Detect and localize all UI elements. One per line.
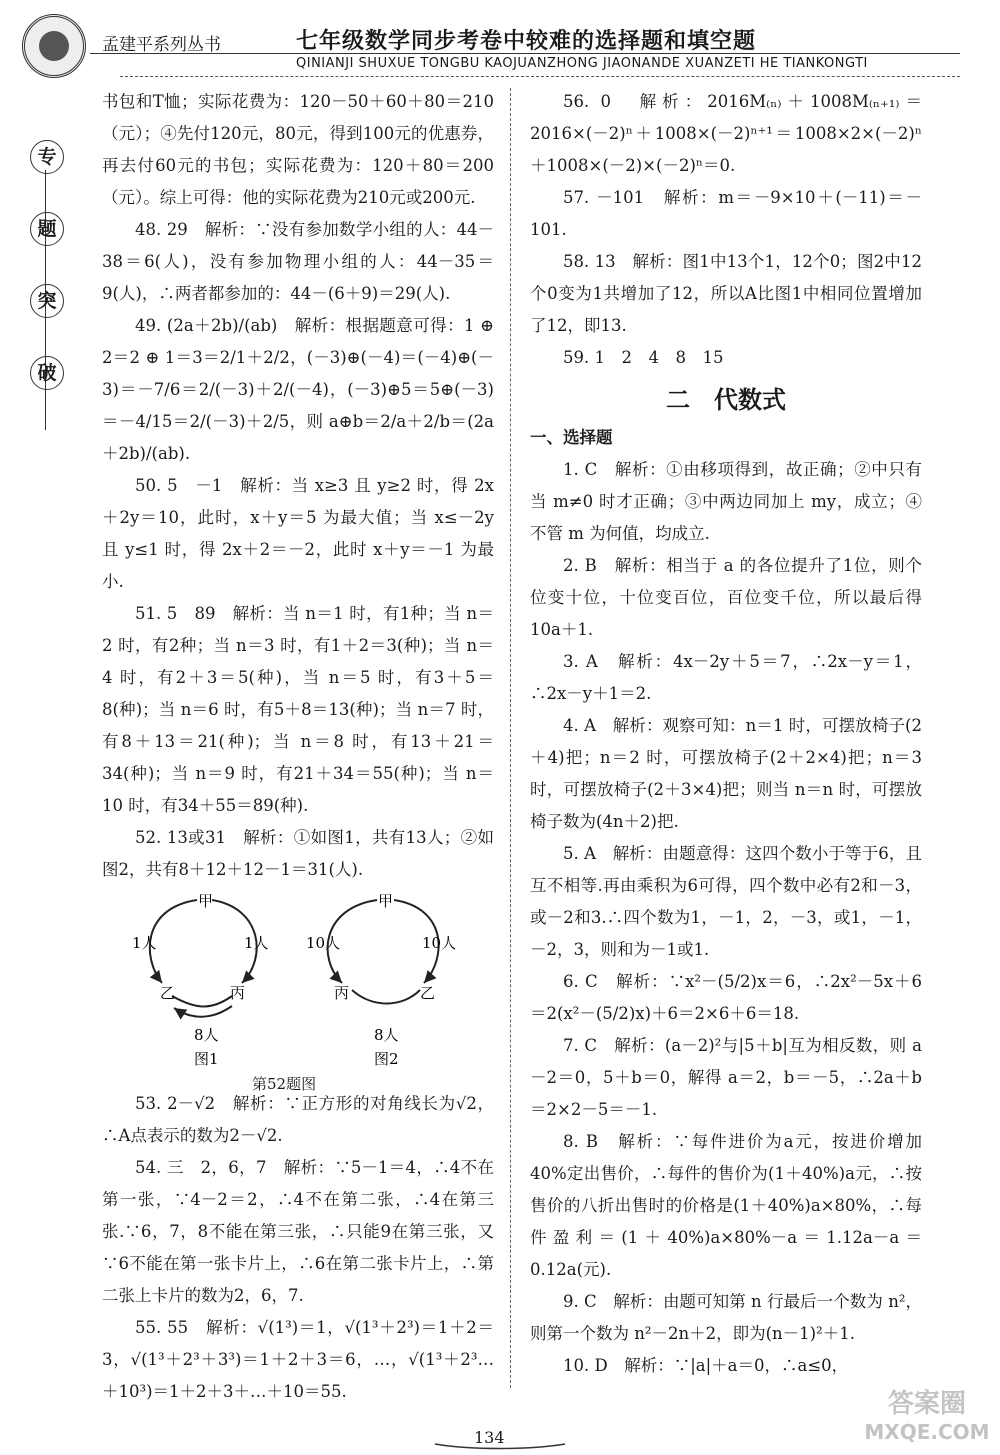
- answer-56: 56. 0 解析：2016M₍ₙ₎＋1008M₍ₙ₊₁₎＝2016×(－2)ⁿ＋1008×(－2)ⁿ⁺¹＝1008×2×(－2)ⁿ＋1008×(－2)×(－2)ⁿ＝0.: [530, 92, 922, 175]
- side-tag-4: 破: [30, 356, 64, 390]
- choice-answer-2: 2. B 解析：相当于 a 的各位提升了1位，则个位变十位，十位变百位，百位变千位，所以最后得 10a＋1.: [530, 556, 922, 639]
- book-title-pinyin: QINIANJI SHUXUE TONGBU KAOJUANZHONG JIAONANDE XUANZETI HE TIANKONGTI: [296, 56, 868, 71]
- subsection-title: 一、选择题: [530, 428, 613, 447]
- figure-52-diagram: [102, 888, 494, 1088]
- answer-49: 49. (2a＋2b)/(ab) 解析：根据题意可得：1 ⊕ 2＝2 ⊕ 1＝3＝2/1＋2/2，(－3)⊕(－4)＝(－4)⊕(－3)＝－7/6＝2/(－3)＋2/(－4)，(－3)⊕5＝5⊕(－3)＝－4/15＝2/(－3)＋2/5，则 a⊕b＝2/a＋2/b＝(2a＋2b)/(ab).: [102, 316, 494, 463]
- column-divider: [510, 88, 511, 1388]
- answer-47-cont: 书包和T恤；实际花费为：120－50＋60＋80＝210（元）；④先付120元，80元，得到100元的优惠券，再去付60元的书包；实际花费为：120＋80＝200（元）。综上可得：他的实际花费为210元或200元.: [102, 92, 494, 207]
- answer-59: 59. 1 2 4 8 15: [563, 348, 724, 367]
- side-tag-1: 专: [30, 140, 64, 174]
- right-column: [530, 86, 922, 1382]
- answer-54: 54. 三 2，6，7 解析：∵5－1＝4，∴4不在第一张，∵4－2＝2，∴4不在第二张，∴4在第三张.∵6，7，8不能在第三张，∴只能9在第三张，又∵6不能在第一张卡片上，∴6在第二张卡片上，∴第二张上卡片的数为2，6，7.: [102, 1158, 494, 1305]
- fig2-right-name: 乙: [420, 984, 436, 1002]
- fig2-left-name: 丙: [334, 984, 350, 1002]
- fig2-left-count: 10人: [306, 934, 341, 952]
- answer-51: 51. 5 89 解析：当 n＝1 时，有1种；当 n＝2 时，有2种；当 n＝3 时，有1＋2＝3(种)；当 n＝4 时，有2＋3＝5(种)，当 n＝5 时，有3＋5＝8(种)；当 n＝6 时，有5＋8＝13(种)；当 n＝7 时，有8＋13＝21(种)；当 n＝8 时，有13＋21＝34(种)；当 n＝9 时，有21＋34＝55(种)；当 n＝10 时，有34＋55＝89(种).: [102, 604, 494, 815]
- page-number: 134: [474, 1428, 505, 1447]
- fig2-bottom-count: 8人: [374, 1026, 399, 1044]
- choice-answer-7: 7. C 解析：(a－2)²与|5＋b|互为相反数，则 a－2＝0，5＋b＝0，解得 a＝2，b＝－5，∴2a＋b＝2×2－5＝－1.: [530, 1036, 922, 1119]
- fig2-label: 图2: [374, 1050, 399, 1068]
- watermark-line-2: MXQE.COM: [864, 1420, 990, 1444]
- answer-48: 48. 29 解析：∵没有参加数学小组的人：44－38＝6(人)，没有参加物理小组的人：44－35＝9(人)，∴两者都参加的：44－(6＋9)＝29(人).: [102, 220, 494, 303]
- choice-answer-4: 4. A 解析：观察可知：n＝1 时，可摆放椅子(2＋4)把；n＝2 时，可摆放椅子(2＋2×4)把；n＝3 时，可摆放椅子(2＋3×4)把；则当 n＝n 时，可摆放椅子数为(4n＋2)把.: [530, 716, 922, 831]
- side-tag-2: 题: [30, 212, 64, 246]
- choice-answer-3: 3. A 解析：4x－2y＋5＝7，∴2x－y＝1，∴2x－y＋1＝2.: [530, 652, 922, 703]
- fig1-bottom-count: 8人: [194, 1026, 219, 1044]
- choice-answer-9: 9. C 解析：由题可知第 n 行最后一个数为 n²，则第一个数为 n²－2n＋2，即为(n－1)²＋1.: [530, 1292, 922, 1343]
- answer-55: 55. 55 解析：√(1³)＝1，√(1³＋2³)＝1＋2＝3，√(1³＋2³＋3³)＝1＋2＋3＝6，…，√(1³＋2³…＋10³)＝1＋2＋3＋…＋10＝55.: [102, 1318, 494, 1401]
- book-title: 七年级数学同步考卷中较难的选择题和填空题: [296, 28, 757, 54]
- fig1-right-count: 1人: [244, 934, 269, 952]
- choice-answer-6: 6. C 解析：∵x²－(5/2)x＝6，∴2x²－5x＋6＝2(x²－(5/2)x)＋6＝2×6＋6＝18.: [530, 972, 922, 1023]
- choice-answer-10: 10. D 解析：∵|a|＋a＝0，∴a≤0，: [563, 1356, 849, 1375]
- answer-57: 57. －101 解析：m＝－9×10＋(－11)＝－101.: [530, 188, 922, 239]
- answer-53: 53. 2－√2 解析：∵正方形的对角线长为√2，∴A点表示的数为2－√2.: [102, 1094, 494, 1145]
- side-tag-3: 突: [30, 284, 64, 318]
- fig1-left-name: 乙: [160, 984, 176, 1002]
- choice-answer-1: 1. C 解析：①由移项得到，故正确；②中只有当 m≠0 时才正确；③中两边同加上 my，成立；④不管 m 为何值，均成立.: [530, 460, 922, 543]
- watermark: [862, 1390, 992, 1450]
- answer-50: 50. 5 －1 解析：当 x≥3 且 y≥2 时，得 2x＋2y＝10，此时，x＋y＝5 为最大值；当 x≤－2y 且 y≤1 时，得 2x＋2＝－2，此时 x＋y＝－1 为最小.: [102, 476, 494, 591]
- series-name: 孟建平系列丛书: [102, 35, 221, 55]
- figure-52-caption: 第52题图: [252, 1075, 317, 1093]
- fig1-top: 甲: [198, 892, 214, 910]
- left-column: [102, 86, 494, 1408]
- header-rule: [90, 53, 960, 54]
- fig1-right-name: 丙: [230, 984, 246, 1002]
- series-logo: [22, 14, 86, 78]
- choice-answer-8: 8. B 解析：∵每件进价为a元，按进价增加40%定出售价，∴每件的售价为(1＋40%)a元，∴按售价的八折出售时的价格是(1＋40%)a×80%，∴每件盈利＝(1＋40%)a×80%－a＝1.12a－a＝0.12a(元).: [530, 1132, 922, 1279]
- fig2-right-count: 10人: [422, 934, 457, 952]
- fig2-top: 甲: [378, 892, 394, 910]
- page-header: [0, 0, 1000, 80]
- fig1-label: 图1: [194, 1050, 219, 1068]
- header-dashed-rule: [120, 76, 960, 77]
- section-title: 二 代数式: [666, 386, 786, 414]
- watermark-line-1: 答案圈: [887, 1389, 966, 1419]
- answer-52: 52. 13或31 解析：①如图1，共有13人；②如图2，共有8＋12＋12－1＝31(人).: [102, 828, 494, 879]
- choice-answer-5: 5. A 解析：由题意得：这四个数小于等于6，且互不相等.再由乘积为6可得，四个数中必有2和－3，或－2和3.∴四个数为1，－1，2，－3，或1，－1，－2，3，则和为－1或1.: [530, 844, 922, 959]
- fig1-left-count: 1人: [132, 934, 157, 952]
- figure-52: [102, 888, 494, 1093]
- answer-58: 58. 13 解析：图1中13个1，12个0；图2中12个0变为1共增加了12，所以A比图1中相同位置增加了12，即13.: [530, 252, 922, 335]
